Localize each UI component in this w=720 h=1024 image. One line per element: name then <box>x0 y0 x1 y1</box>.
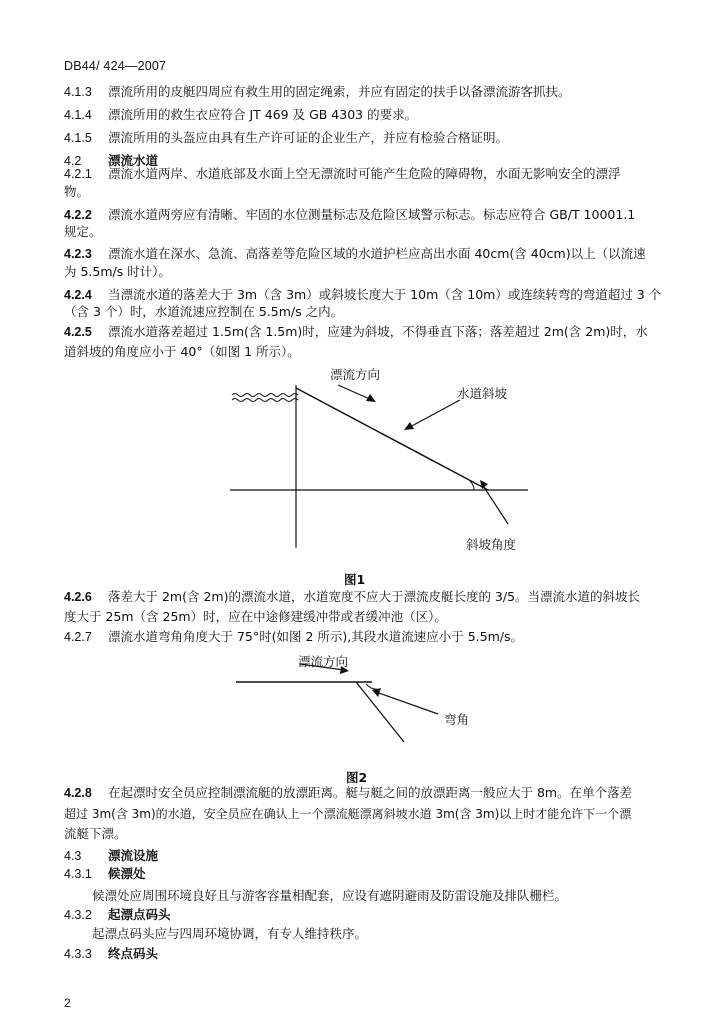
clause-4-2-2: 4.2.2 漂流水道两旁应有清晰、牢固的水位测量标志及危险区域警示标志。标志应符合 GB/T 10001.1 <box>64 207 636 222</box>
clause-4-2-4: 4.2.4 当漂流水道的落差大于 3m（含 3m）或斜坡长度大于 10m（含 10m）或连续转弯的弯道超过 3 个 <box>64 287 662 302</box>
figure-2-flow-label: 漂流方向 <box>298 654 349 669</box>
clause-4-1-3: 4.1.3 漂流所用的皮艇四周应有救生用的固定绳索，并应有固定的扶手以备漂流游客抓扶。 <box>64 84 571 99</box>
clause-4-2-2-cont: 规定。 <box>64 224 102 239</box>
clause-4-2-3: 4.2.3 漂流水道在深水、急流、高落差等危险区域的水道护栏应高出水面 40cm(含 40cm)以上（以流速 <box>64 246 646 261</box>
figure-1-caption: 图1 <box>344 572 366 587</box>
clause-4-2-7: 4.2.7 漂流水道弯角角度大于 75°时(如图 2 所示),其段水道流速应小于 5.5m/s。 <box>64 629 524 644</box>
clause-4-2-3-cont: 为 5.5m/s 时计）。 <box>64 264 171 279</box>
clause-4-3-2-heading: 4.3.2 起漂点码头 <box>64 907 171 922</box>
clause-4-3-2-body: 起漂点码头应与四周环境协调，有专人维持秩序。 <box>92 926 368 941</box>
clause-4-1-4: 4.1.4 漂流所用的救生衣应符合 JT 469 及 GB 4303 的要求。 <box>64 107 418 122</box>
clause-4-3-1-heading: 4.3.1 候漂处 <box>64 866 146 881</box>
clause-4-1-5: 4.1.5 漂流所用的头盔应由具有生产许可证的企业生产，并应有检验合格证明。 <box>64 130 509 145</box>
figure-1-flow-label: 漂流方向 <box>330 367 381 382</box>
clause-4-2-5-cont: 道斜坡的角度应小于 40°（如图 1 所示）。 <box>64 344 300 359</box>
figure-1-slope-label: 水道斜坡 <box>457 386 508 401</box>
figure-1-angle-label: 斜坡角度 <box>466 537 517 552</box>
clause-4-2-8-cont: 超过 3m(含 3m)的水道，安全员应在确认上一个漂流艇漂离斜坡水道 3m(含 3m)以上时才能允许下一个漂 <box>64 807 632 821</box>
section-4-3-heading: 4.3 漂流设施 <box>64 848 159 863</box>
clause-4-2-4-cont: （含 3 个）时，水道流速应控制在 5.5m/s 之内。 <box>64 304 344 319</box>
clause-4-3-1-body: 候漂处应周围环境良好且与游客容量相配套，应设有遮阴避雨及防雷设施及排队栅栏。 <box>92 888 568 903</box>
figure-2-caption: 图2 <box>346 770 368 785</box>
clause-4-2-6: 4.2.6 落差大于 2m(含 2m)的漂流水道，水道宽度不应大于漂流皮艇长度的 3/5。当漂流水道的斜坡长 <box>64 589 641 604</box>
standard-code-header: DB44/ 424—2007 <box>64 59 167 73</box>
page-number: 2 <box>64 996 71 1010</box>
clause-4-2-1-cont: 物。 <box>64 184 90 199</box>
clause-4-2-8: 4.2.8 在起漂时安全员应控制漂流艇的放漂距离。艇与艇之间的放漂距离一般应大于 8m。在单个落差 <box>64 785 633 800</box>
bend-pointer-arrow <box>376 692 438 714</box>
clause-4-2-6-cont: 度大于 25m（含 25m）时，应在中途修建缓冲带或者缓冲池（区）。 <box>64 609 447 624</box>
figure-2-angle-label: 弯角 <box>444 712 470 727</box>
section-4-2-heading: 4.2 漂流水道 <box>64 153 159 168</box>
clause-4-2-5: 4.2.5 漂流水道落差超过 1.5m(含 1.5m)时，应建为斜坡，不得垂直下落；落差超过 2m(含 2m)时，水 <box>64 324 648 339</box>
clause-4-2-1: 4.2.1 漂流水道两岸、水道底部及水面上空无漂流时可能产生危险的障碍物，水面无影响安全的漂浮 <box>64 166 621 181</box>
clause-4-2-8-cont-2: 流艇下漂。 <box>64 826 127 841</box>
clause-4-3-3-heading: 4.3.3 终点码头 <box>64 946 159 961</box>
bend-angle-arc <box>366 684 377 689</box>
